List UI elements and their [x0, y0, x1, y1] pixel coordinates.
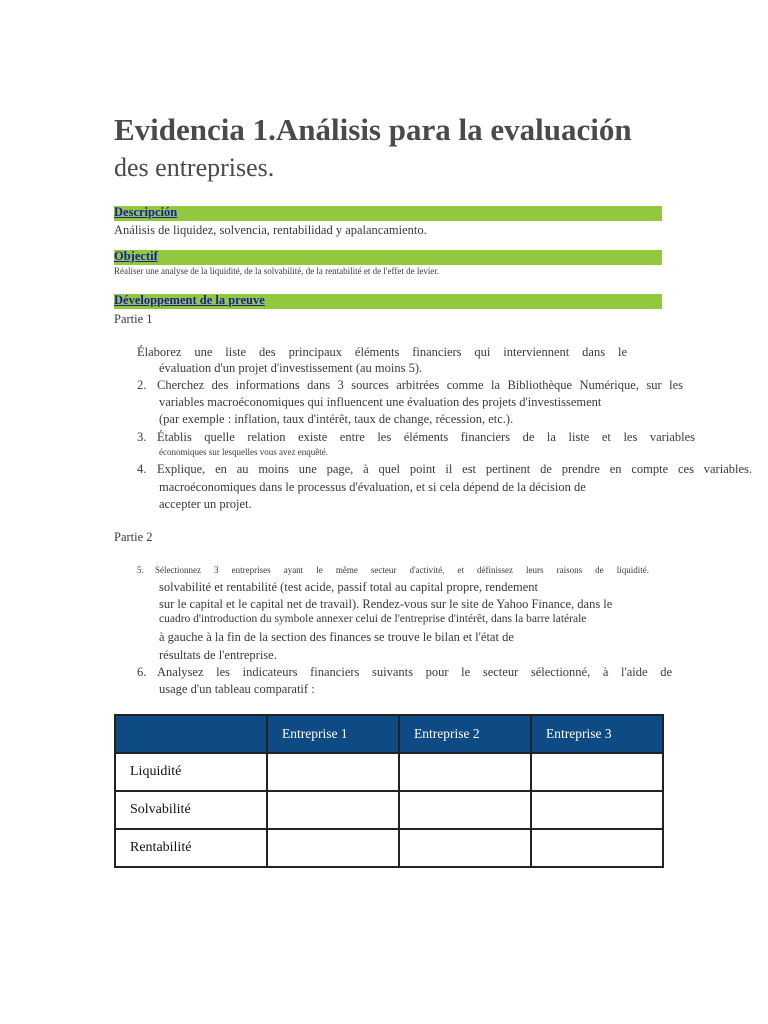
table-row	[115, 829, 663, 867]
item5-line6: résultats de l'entreprise.	[159, 648, 277, 662]
column-header-entreprise-3: Entreprise 3	[531, 715, 663, 753]
item4-number: 4.	[137, 462, 147, 476]
document-title: Evidencia 1.Análisis para la evaluación	[114, 112, 632, 147]
row-label-rentabilite: Rentabilité	[115, 829, 267, 867]
table-cell[interactable]	[267, 829, 399, 867]
item5-number: 5.	[137, 565, 144, 575]
item6-line2: usage d'un tableau comparatif :	[159, 682, 315, 696]
developpement-heading-link[interactable]: Développement de la preuve	[114, 293, 265, 307]
descripcion-band	[114, 206, 662, 221]
item2-line2: variables macroéconomiques qui influencent une évaluation des projets d'investissement	[159, 395, 602, 409]
table-cell[interactable]	[399, 829, 531, 867]
item5-line3: sur le capital et le capital net de travail). Rendez-vous sur le site de Yahoo Finance, dans le	[159, 597, 613, 611]
item2-line3: (par exemple : inflation, taux d'intérêt, taux de change, récession, etc.).	[159, 412, 514, 426]
table-corner-cell	[115, 715, 267, 753]
item4-line2: macroéconomiques dans le processus d'évaluation, et si cela dépend de la décision de	[159, 480, 586, 494]
column-header-entreprise-2: Entreprise 2	[399, 715, 531, 753]
item2-number: 2.	[137, 378, 147, 392]
objectif-heading-link[interactable]: Objectif	[114, 249, 158, 263]
partie2-label: Partie 2	[114, 530, 153, 544]
item4-line3: accepter un projet.	[159, 497, 252, 511]
table-cell[interactable]	[531, 829, 663, 867]
table-cell[interactable]	[399, 753, 531, 791]
document-subtitle: des entreprises.	[114, 153, 275, 182]
table-cell[interactable]	[531, 753, 663, 791]
item2-line1: Cherchez des informations dans 3 sources arbitrées comme la Bibliothèque Numérique, sur les	[157, 378, 683, 392]
item6-number: 6.	[137, 665, 147, 679]
item5-line4: cuadro d'introduction du symbole annexer celui de l'entreprise d'intérêt, dans la barre latérale	[159, 613, 587, 625]
table-row	[115, 791, 663, 829]
item4-line1: Explique, en au moins une page, à quel point il est pertinent de prendre en compte ces variables.	[157, 462, 752, 476]
descripcion-heading-link[interactable]: Descripción	[114, 205, 178, 219]
item1-line2: évaluation d'un projet d'investissement (au moins 5).	[159, 361, 423, 375]
table-cell[interactable]	[267, 753, 399, 791]
descripcion-text: Análisis de liquidez, solvencia, rentabilidad y apalancamiento.	[114, 223, 427, 237]
item5-line2: solvabilité et rentabilité (test acide, passif total au capital propre, rendement	[159, 580, 539, 594]
item3-line2: économiques sur lesquelles vous avez enquêté.	[159, 447, 328, 457]
row-label-liquidite: Liquidité	[115, 753, 267, 791]
column-header-entreprise-1: Entreprise 1	[267, 715, 399, 753]
comparison-table	[114, 714, 664, 868]
objectif-text: Réaliser une analyse de la liquidité, de la solvabilité, de la rentabilité et de l'effet de levier.	[114, 266, 440, 276]
item1-line1: Élaborez une liste des principaux éléments financiers qui interviennent dans le	[137, 345, 627, 359]
item3-number: 3.	[137, 430, 147, 444]
developpement-band	[114, 294, 662, 309]
partie1-label: Partie 1	[114, 312, 153, 326]
table-cell[interactable]	[399, 791, 531, 829]
table-row	[115, 753, 663, 791]
objectif-band	[114, 250, 662, 265]
row-label-solvabilite: Solvabilité	[115, 791, 267, 829]
item3-line1: Établis quelle relation existe entre les éléments financiers de la liste et les variables	[157, 430, 695, 444]
item6-line1: Analysez les indicateurs financiers suivants pour le secteur sélectionné, à l'aide de	[157, 665, 672, 679]
item5-line1: Sélectionnez 3 entreprises ayant le même secteur d'activité, et définissez leurs raisons de liquidité.	[155, 565, 649, 575]
table-header-row	[115, 715, 663, 753]
table-cell[interactable]	[531, 791, 663, 829]
table-cell[interactable]	[267, 791, 399, 829]
item5-line5: à gauche à la fin de la section des finances se trouve le bilan et l'état de	[159, 630, 514, 644]
